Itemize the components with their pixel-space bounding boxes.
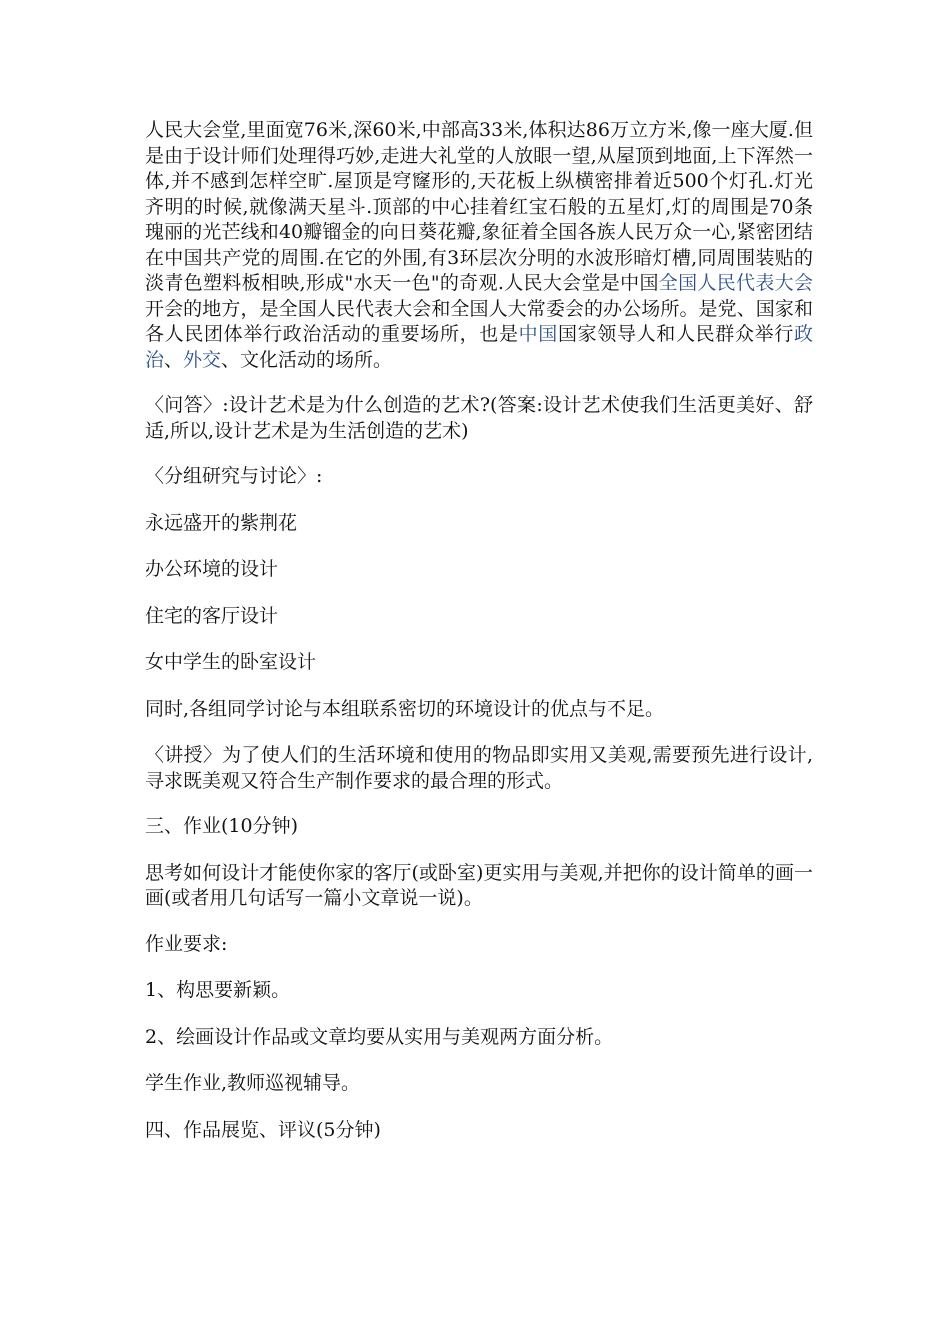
text-segment: 开会的地方，是全国人民代表大会和全国人大常委会的办公场所。是党、国家和各人民团体举行政治活动的重要场所，也是 (145, 297, 813, 345)
paragraph-topic-living-room: 住宅的客厅设计 (145, 604, 279, 627)
paragraph-discussion-note: 同时,各组同学讨论与本组联系密切的环境设计的优点与不足。 (145, 697, 665, 720)
paragraph-qa: 〈问答〉:设计艺术是为什么创造的艺术?(答案:设计艺术使我们生活更美好、舒适,所以,设计艺术是为生活创造的艺术) (145, 394, 813, 442)
text-segment: 国家领导人和人民群众举行 (557, 323, 794, 345)
paragraph-topic-bauhinia: 永远盛开的紫荆花 (145, 511, 298, 534)
link-diplomacy[interactable]: 外交 (183, 348, 222, 371)
text-segment: 人民大会堂,里面宽76米,深60米,中部高33米,体积达86万立方米,像一座大厦.但是由于设计师们处理得巧妙,走进大礼堂的人放眼一望,从屋顶到地面,上下浑然一体,并不感到怎样空旷.屋顶是穹窿形的,天花板上纵横密排着近500个灯孔.灯光齐明的时候,就像满天星斗.顶部的中心挂着红宝石般的五星灯,灯的周围是70条瑰丽的光芒线和40瓣镏金的向日葵花瓣,象征着全国各族人民万众一心,紧密团结在中国共产党的周围.在它的外围,有3环层次分明的水波形暗灯槽,同周围装贴的淡青色塑料板相映,形成"水天一色"的奇观.人民大会堂是中国 (145, 119, 813, 294)
heading-homework: 三、作业(10分钟) (145, 815, 299, 837)
paragraph-great-hall (145, 118, 813, 373)
heading-exhibition: 四、作品展览、评议(5分钟) (145, 1118, 381, 1141)
link-npc[interactable]: 全国人民代表大会 (658, 272, 813, 294)
paragraph-student-work: 学生作业,教师巡视辅导。 (145, 1072, 361, 1094)
paragraph-group-discussion: 〈分组研究与讨论〉: (145, 465, 323, 487)
paragraph-homework-task: 思考如何设计才能使你家的客厅(或卧室)更实用与美观,并把你的设计简单的画一画(或者用几句话写一篇小文章说一说)。 (145, 861, 813, 909)
requirement-item-2: 2、绘画设计作品或文章均要从实用与美观两方面分析。 (145, 1025, 614, 1048)
requirement-item-1: 1、构思要新颖。 (145, 979, 291, 1001)
text-segment: 、文化活动的场所。 (221, 348, 393, 371)
paragraph-topic-bedroom: 女中学生的卧室设计 (145, 651, 317, 673)
paragraph-topic-office: 办公环境的设计 (145, 558, 279, 580)
text-segment: 、 (164, 348, 184, 371)
paragraph-lecture: 〈讲授〉为了使人们的生活环境和使用的物品即实用又美观,需要预先进行设计,寻求既美观又符合生产制作要求的最合理的形式。 (145, 744, 813, 792)
heading-requirements: 作业要求: (145, 932, 228, 955)
link-china[interactable]: 中国 (518, 323, 558, 345)
document-page (145, 118, 813, 1164)
link-politics[interactable]: 政治 (145, 323, 813, 371)
